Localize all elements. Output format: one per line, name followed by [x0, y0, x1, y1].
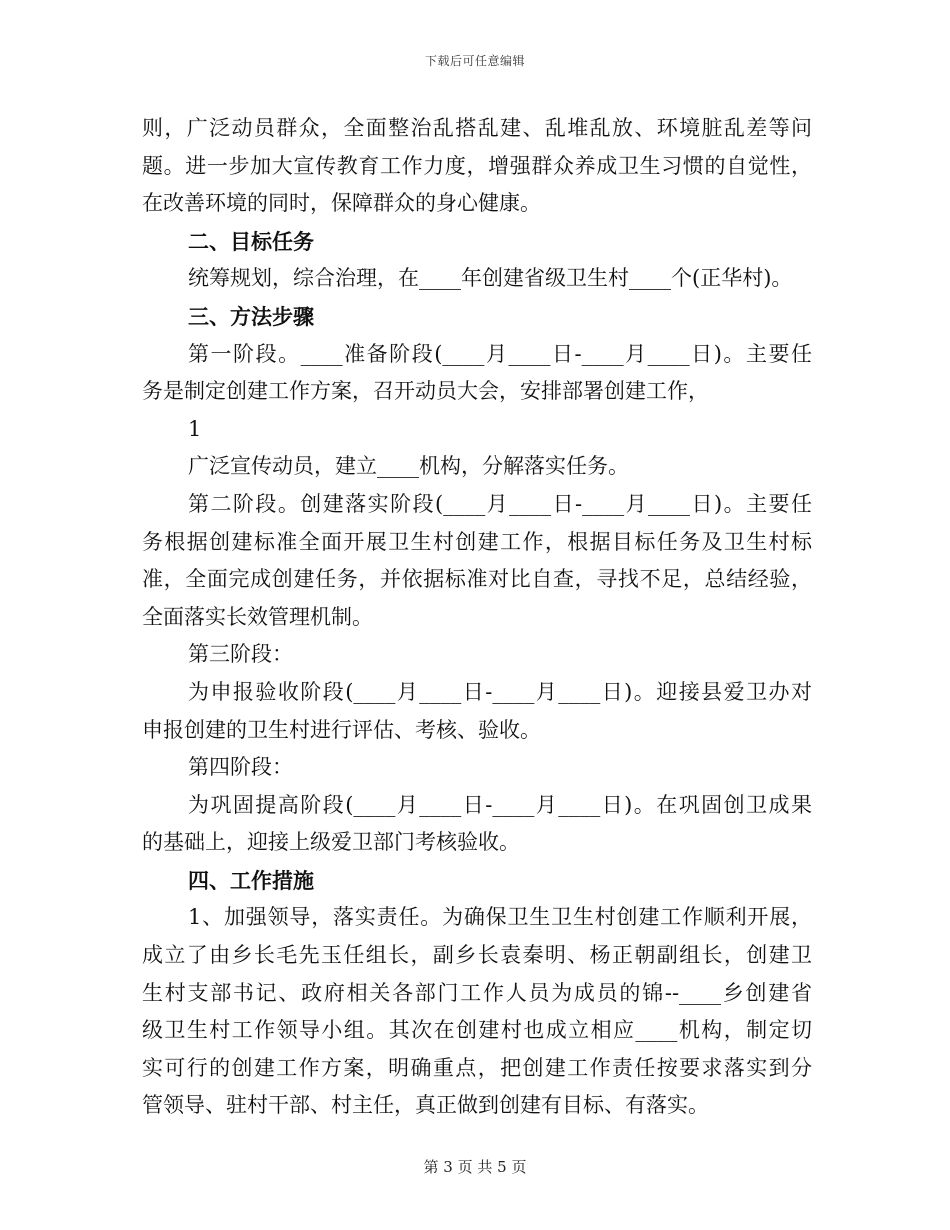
- body-line: 第二阶段。创建落实阶段(____月____日-____月____日)。主要任: [188, 491, 812, 516]
- body-line: 成立了由乡长毛先玉任组长，副乡长袁秦明、杨正朝副组长，创建卫: [142, 943, 812, 968]
- body-line: 的基础上，迎接上级爱卫部门考核验收。: [142, 830, 520, 855]
- body-line: 务根据创建标准全面开展卫生村创建工作，根据目标任务及卫生村标: [142, 529, 812, 554]
- section-heading: 三、方法步骤: [188, 303, 314, 329]
- body-line: 实可行的创建工作方案，明确重点，把创建工作责任按要求落实到分: [142, 1055, 812, 1080]
- body-line: 第四阶段：: [188, 755, 293, 780]
- document-body: [142, 110, 812, 1125]
- body-line: 准，全面完成创建任务，并依据标准对比自查，寻找不足，总结经验，: [142, 567, 812, 592]
- body-line: 第一阶段。____准备阶段(____月____日-____月____日)。主要任: [188, 341, 812, 366]
- section-heading: 二、目标任务: [188, 228, 314, 254]
- body-line: 题。进一步加大宣传教育工作力度，增强群众养成卫生习惯的自觉性，: [142, 153, 812, 178]
- body-line: 第三阶段：: [188, 642, 293, 667]
- section-heading: 四、工作措施: [188, 867, 314, 893]
- page-header: 下载后可任意编辑: [424, 54, 525, 68]
- body-line: 广泛宣传动员，建立____机构，分解落实任务。: [188, 454, 629, 479]
- body-line: 级卫生村工作领导小组。其次在创建村也成立相应____机构，制定切: [142, 1018, 812, 1043]
- body-line: 在改善环境的同时，保障群众的身心健康。: [142, 191, 541, 216]
- body-line: 管领导、驻村干部、村主任，真正做到创建有目标、有落实。: [142, 1093, 709, 1118]
- body-line: 生村支部书记、政府相关各部门工作人员为成员的锦--____乡创建省: [142, 980, 812, 1005]
- body-line: 申报创建的卫生村进行评估、考核、验收。: [142, 717, 541, 742]
- body-line: 务是制定创建工作方案，召开动员大会，安排部署创建工作，: [142, 379, 709, 404]
- body-line: 1、加强领导，落实责任。为确保卫生卫生村创建工作顺利开展，: [188, 905, 812, 930]
- body-line: 统筹规划，综合治理，在____年创建省级卫生村____个(正华村)。: [188, 266, 793, 291]
- body-line: 为巩固提高阶段(____月____日-____月____日)。在巩固创卫成果: [188, 792, 812, 817]
- page-footer: 第 3 页 共 5 页: [423, 1158, 527, 1176]
- page-marker: 1: [188, 416, 202, 441]
- body-line: 则，广泛动员群众，全面整治乱搭乱建、乱堆乱放、环境脏乱差等问: [142, 116, 812, 140]
- body-line: 为申报验收阶段(____月____日-____月____日)。迎接县爱卫办对: [188, 679, 812, 704]
- body-line: 全面落实长效管理机制。: [142, 604, 373, 629]
